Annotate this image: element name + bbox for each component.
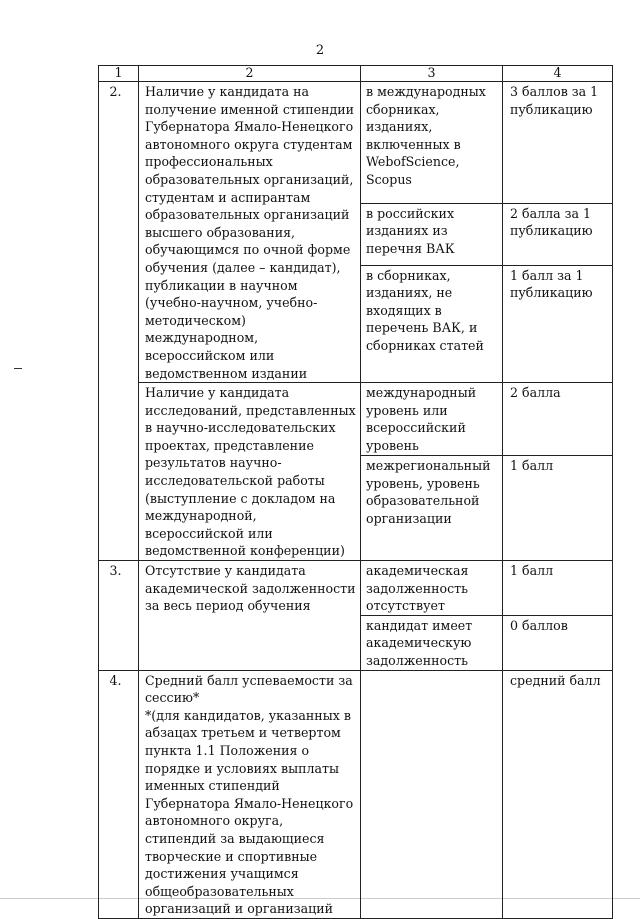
points-cell: 1 балл: [503, 456, 613, 561]
column-header-3: 3: [361, 66, 503, 82]
column-header-4: 4: [503, 66, 613, 82]
condition-cell: кандидат имеет академическую задолженность: [361, 615, 503, 670]
condition-cell: межрегиональный уровень, уровень образовательной организации: [361, 456, 503, 561]
page-number: 2: [315, 43, 325, 58]
points-cell: средний балл: [503, 670, 613, 918]
column-header-2: 2: [139, 66, 361, 82]
criterion-cell: [139, 670, 361, 918]
condition-cell: академическая задолженность отсутствует: [361, 561, 503, 616]
points-cell: 2 балла за 1 публикацию: [503, 203, 613, 265]
condition-cell: в сборниках, изданиях, не входящих в перечень ВАК, и сборниках статей: [361, 265, 503, 383]
condition-cell: международный уровень или всероссийский уровень: [361, 383, 503, 456]
points-cell: 3 баллов за 1 публикацию: [503, 82, 613, 204]
criterion-cell: Отсутствие у кандидата академической задолженности за весь период обучения: [139, 561, 361, 671]
condition-cell: в международных сборниках, изданиях, включенных в WebofScience, Scopus: [361, 82, 503, 204]
row-number: 4.: [99, 670, 139, 918]
criterion-cell: Наличие у кандидата исследований, представленных в научно-исследовательских проектах, представление результатов научно-исследовательской работы (выступление с докладом на международной, всероссийской или ведомственной конференции): [139, 383, 361, 561]
condition-cell: в российских изданиях из перечня ВАК: [361, 203, 503, 265]
table-row: [99, 670, 613, 918]
condition-cell: [361, 670, 503, 918]
table-row: [99, 561, 613, 616]
table-row: [99, 383, 613, 456]
points-cell: 1 балл за 1 публикацию: [503, 265, 613, 383]
criterion-note: *(для кандидатов, указанных в абзацах третьем и четвертом пункта 1.1 Положения о порядке и условиях выплаты именных стипендий Губернатора Ямало-Ненецкого автономного округа, стипендий за выдающиеся творческие и спортивные достижения учащимся общеобразовательных организаций и организаций: [145, 707, 354, 917]
row-number: 3.: [99, 561, 139, 671]
column-header-1: 1: [99, 66, 139, 82]
table-row: [99, 82, 613, 204]
criterion-cell: Наличие у кандидата на получение именной стипендии Губернатора Ямало-Ненецкого автономного округа студентам профессиональных образовательных организаций, студентам и аспирантам образовательных организаций высшего образования, обучающимся по очной форме обучения (далее – кандидат), публикации в научном (учебно-научном, учебно-методическом) международном, всероссийском или ведомственном издании: [139, 82, 361, 383]
header-row: [99, 66, 613, 82]
criterion-text: Средний балл успеваемости за сессию*: [145, 672, 353, 706]
points-cell: 0 баллов: [503, 615, 613, 670]
points-cell: 2 балла: [503, 383, 613, 456]
criteria-table: [98, 65, 613, 919]
margin-mark: [14, 368, 22, 369]
points-cell: 1 балл: [503, 561, 613, 616]
row-number: 2.: [99, 82, 139, 561]
